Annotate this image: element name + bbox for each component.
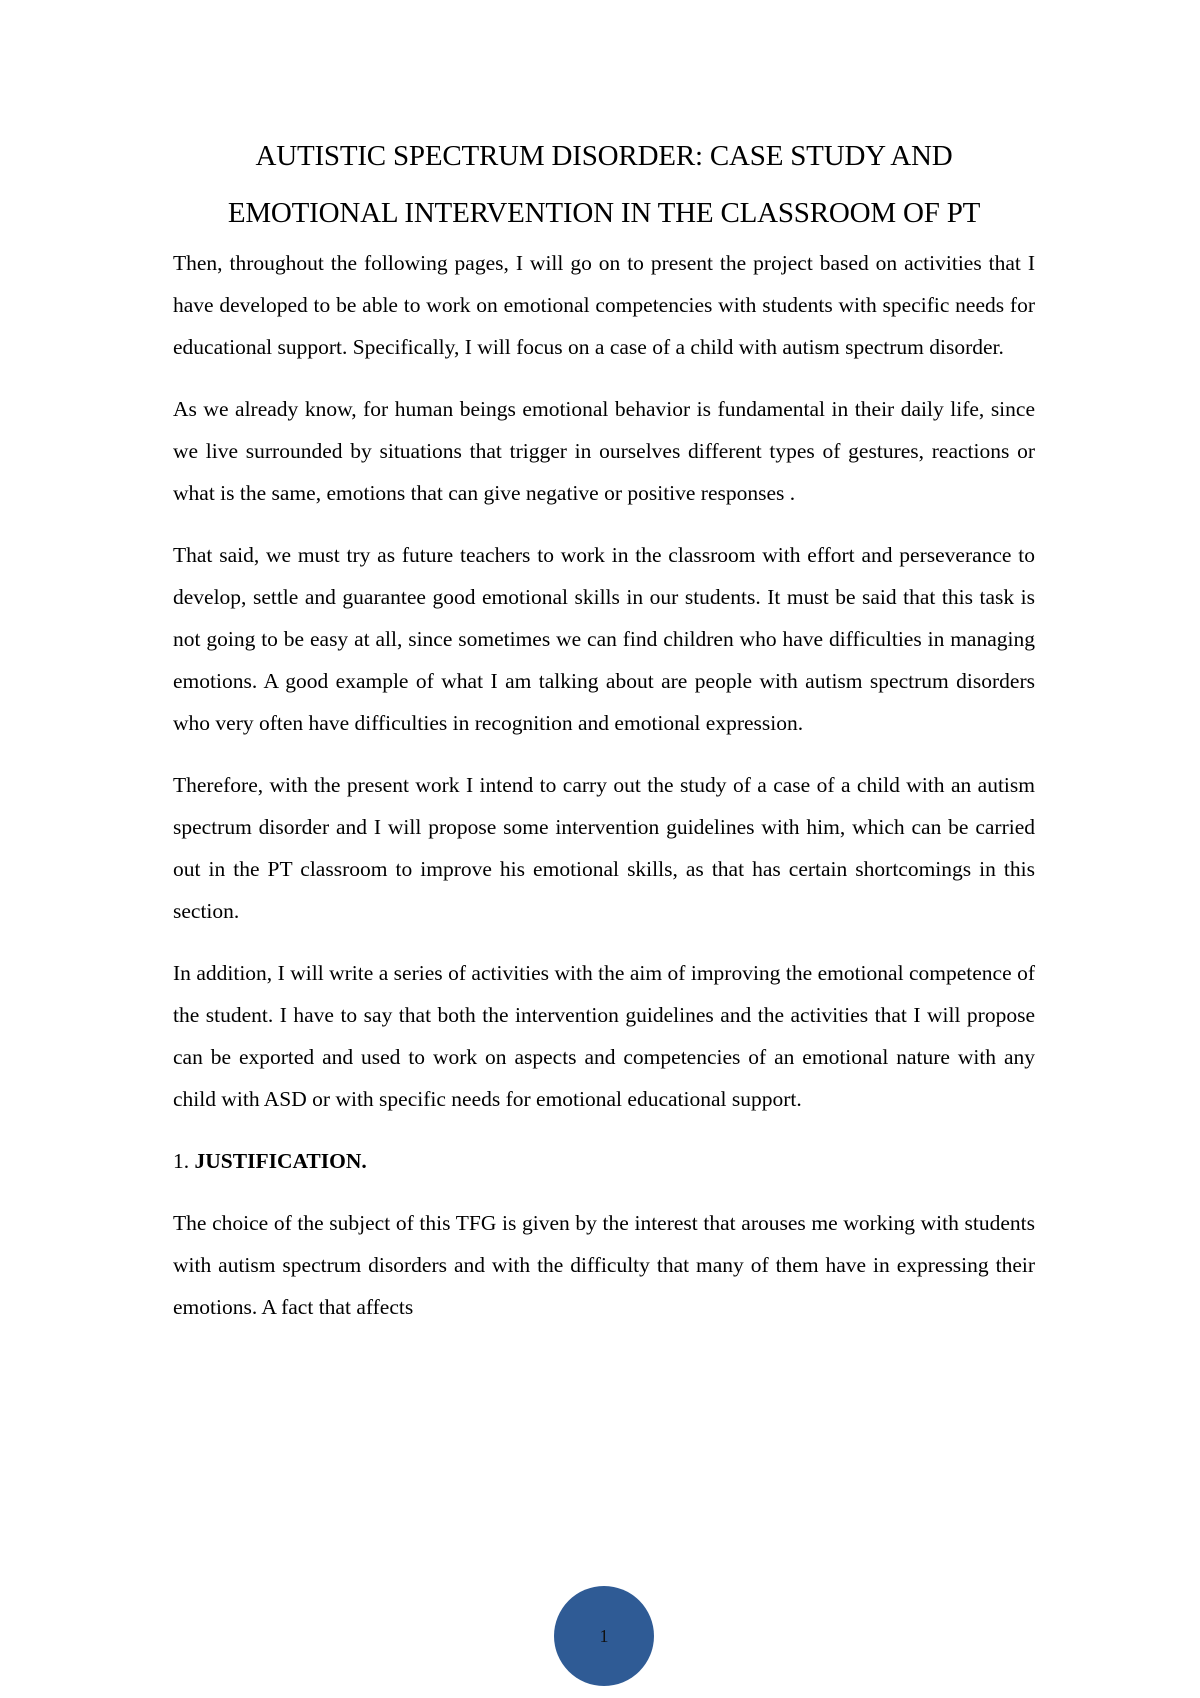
section-heading-justification	[173, 1140, 1035, 1182]
paragraph-activities: In addition, I will write a series of activities with the aim of improving the emotional competence of the student. I have to say that both the intervention guidelines and the activities that I will propose can be exported and used to work on aspects and competencies of an emotional nature with any child with ASD or with specific needs for emotional educational support.	[173, 961, 1035, 1111]
title-line-2: EMOTIONAL INTERVENTION IN THE CLASSROOM OF PT	[227, 197, 981, 229]
page-number: 1	[599, 1625, 609, 1646]
page-number-badge	[554, 1586, 654, 1686]
title-line-1: AUTISTIC SPECTRUM DISORDER: CASE STUDY AND	[255, 140, 953, 172]
document-body	[173, 128, 1035, 1348]
paragraph-introduction: Then, throughout the following pages, I will go on to present the project based on activities that I have developed to be able to work on emotional competencies with students with specific needs for educational support. Specifically, I will focus on a case of a child with autism spectrum disorder.	[173, 251, 1035, 359]
paragraph-emotional-behavior: As we already know, for human beings emotional behavior is fundamental in their daily life, since we live surrounded by situations that trigger in ourselves different types of gestures, reactions or what is the same, emotions that can give negative or positive responses .	[173, 397, 1035, 505]
paragraph-justification: The choice of the subject of this TFG is given by the interest that arouses me working with students with autism spectrum disorders and with the difficulty that many of them have in expressing their emotions. A fact that affects	[173, 1211, 1035, 1319]
document-title	[173, 128, 1035, 242]
section-number: 1.	[173, 1149, 190, 1173]
section-heading-text: JUSTIFICATION.	[194, 1149, 367, 1173]
paragraph-future-teachers: That said, we must try as future teachers to work in the classroom with effort and perseverance to develop, settle and guarantee good emotional skills in our students. It must be said that this task is not going to be easy at all, since sometimes we can find children who have difficulties in managing emotions. A good example of what I am talking about are people with autism spectrum disorders who very often have difficulties in recognition and emotional expression.	[173, 543, 1035, 735]
paragraph-case-study: Therefore, with the present work I intend to carry out the study of a case of a child with an autism spectrum disorder and I will propose some intervention guidelines with him, which can be carried out in the PT classroom to improve his emotional skills, as that has certain shortcomings in this section.	[173, 773, 1035, 923]
